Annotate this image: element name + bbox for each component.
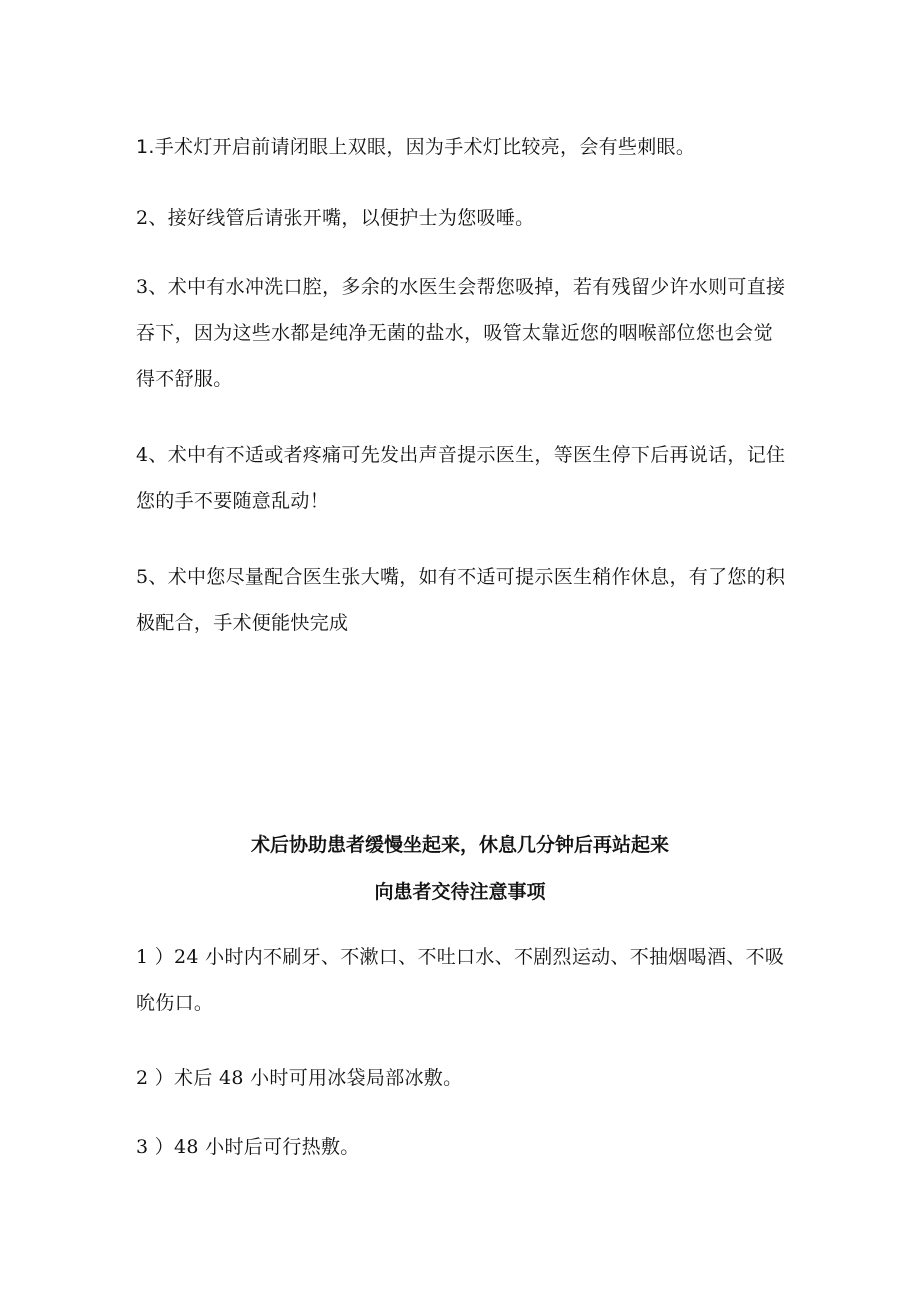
tip-text: 接好线管后请张开嘴，以便护士为您吸唾。 (167, 207, 535, 229)
item-prefix: 术后 48 (174, 1067, 244, 1089)
intraop-tip-1 (136, 124, 786, 170)
item-number: 3 ） (136, 1136, 175, 1158)
tip-number: 4、 (136, 444, 168, 466)
intraop-tip-4 (136, 432, 786, 524)
item-text: 小时后可行热敷。 (198, 1136, 360, 1158)
postop-item-1 (136, 934, 796, 1026)
intraop-tip-3 (136, 264, 786, 402)
tip-number: 2、 (136, 207, 168, 229)
tip-number: 3、 (136, 276, 168, 298)
postop-subheading: 向患者交待注意事项 (374, 881, 546, 903)
item-prefix: 24 (174, 946, 199, 968)
tip-text: 术中有水冲洗口腔，多余的水医生会帮您吸掉，若有残留少许水则可直接吞下，因为这些水都是纯净无菌的盐水，吸管太靠近您的咽喉部位您也会觉得不舒服。 (136, 276, 786, 390)
item-number: 2 ） (136, 1067, 175, 1089)
postop-heading: 术后协助患者缓慢坐起来，休息几分钟后再站起来 (250, 834, 669, 856)
item-prefix: 48 (174, 1136, 199, 1158)
item-text: 小时内不刷牙、不漱口、不吐口水、不剧烈运动、不抽烟喝酒、不吸吮伤口。 (136, 946, 785, 1014)
tip-number: 1. (136, 136, 155, 158)
item-text: 小时可用冰袋局部冰敷。 (243, 1067, 463, 1089)
item-number: 1 ） (136, 946, 175, 968)
postop-item-2 (136, 1055, 786, 1101)
intraop-tip-2 (136, 195, 786, 241)
postop-item-3 (136, 1124, 786, 1170)
tip-number: 5、 (136, 566, 168, 588)
tip-text: 术中您尽量配合医生张大嘴，如有不适可提示医生稍作休息，有了您的积极配合，手术便能快完成 (136, 566, 786, 634)
tip-text: 术中有不适或者疼痛可先发出声音提示医生，等医生停下后再说话，记住您的手不要随意乱动！ (136, 444, 786, 512)
tip-text: 手术灯开启前请闭眼上双眼，因为手术灯比较亮，会有些刺眼。 (154, 136, 696, 158)
intraop-tip-5 (136, 554, 786, 646)
